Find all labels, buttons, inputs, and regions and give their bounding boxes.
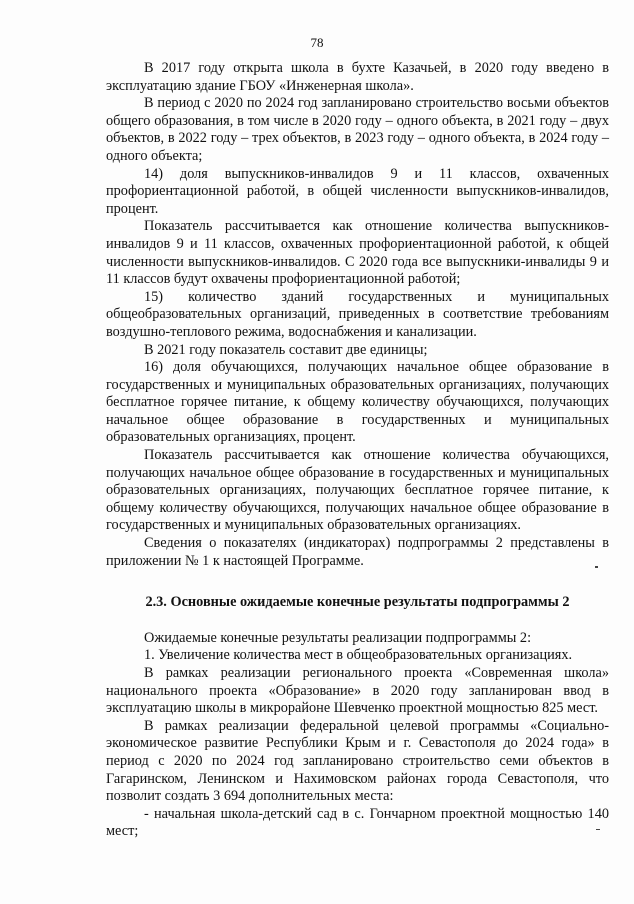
section-heading: 2.3. Основные ожидаемые конечные результаты подпрограммы 2 <box>145 594 570 611</box>
paragraph: 14) доля выпускников-инвалидов 9 и 11 классов, охваченных профориентационной работой, в общей численности выпускников-инвалидов, процент. <box>106 165 609 217</box>
paragraph: 16) доля обучающихся, получающих начальное общее образование в государственных и муниципальных образовательных организациях, получающих бесплатное горячее питание, к общему количеству обучающихся, получающих начальное общее образование в государственных и муниципальных образовательных организациях, процент. <box>106 359 609 446</box>
paragraph: Показатель рассчитывается как отношение количества обучающихся, получающих начальное общее образование в государственных и муниципальных образовательных организациях, получающих бесплатное горячее питание, к общему количеству обучающихся, получающих начальное общее образование в государственных и муниципальных образовательных организациях. <box>106 447 609 534</box>
paragraph: В рамках реализации федеральной целевой программы «Социально-экономическое развитие Республики Крым и г. Севастополя до 2024 года» в период с 2020 по 2024 год запланировано строительство семи объектов в Гагаринском, Ленинском и Нахимовском районах города Севастополя, что позволит создать 3 694 дополнительных места: <box>106 717 609 805</box>
paragraph: Сведения о показателях (индикаторах) подпрограммы 2 представлены в приложении № 1 к настоящей Программе. <box>106 535 609 569</box>
paragraph: В период с 2020 по 2024 год запланировано строительство восьми объектов общего образования, в том числе в 2020 году – одного объекта, в 2021 году – двух объектов, в 2022 году – трех объектов, в 2023 году – одного объекта, в 2024 году – одного объекта; <box>106 95 609 164</box>
paragraph: - начальная школа-детский сад в с. Гончарном проектной мощностью 140 мест; <box>106 805 609 840</box>
scan-mark <box>596 829 600 830</box>
document-body <box>106 60 609 841</box>
paragraph: В рамках реализации регионального проекта «Современная школа» национального проекта «Образование» в 2020 году запланирован ввод в эксплуатацию школы в микрорайоне Шевченко проектной мощностью 825 мест. <box>106 665 609 717</box>
paragraph: 1. Увеличение количества мест в общеобразовательных организациях. <box>144 647 573 664</box>
scan-mark <box>595 566 598 568</box>
paragraph: 15) количество зданий государственных и муниципальных общеобразовательных организаций, приведенных в соответствие требованиям воздушно-теплового режима, водоснабжения и канализации. <box>106 288 609 340</box>
paragraph: В 2021 году показатель составит две единицы; <box>144 341 428 358</box>
paragraph: Ожидаемые конечные результаты реализации подпрограммы 2: <box>144 629 532 646</box>
paragraph: В 2017 году открыта школа в бухте Казачьей, в 2020 году введено в эксплуатацию здание ГБОУ «Инженерная школа». <box>106 60 609 94</box>
paragraph: Показатель рассчитывается как отношение количества выпускников-инвалидов 9 и 11 классов, охваченных профориентационной работой, к общей численности выпускников-инвалидов. С 2020 года все выпускники-инвалиды 9 и 11 классов будут охвачены профориентационной работой; <box>106 218 609 288</box>
page-number: 78 <box>310 35 324 50</box>
